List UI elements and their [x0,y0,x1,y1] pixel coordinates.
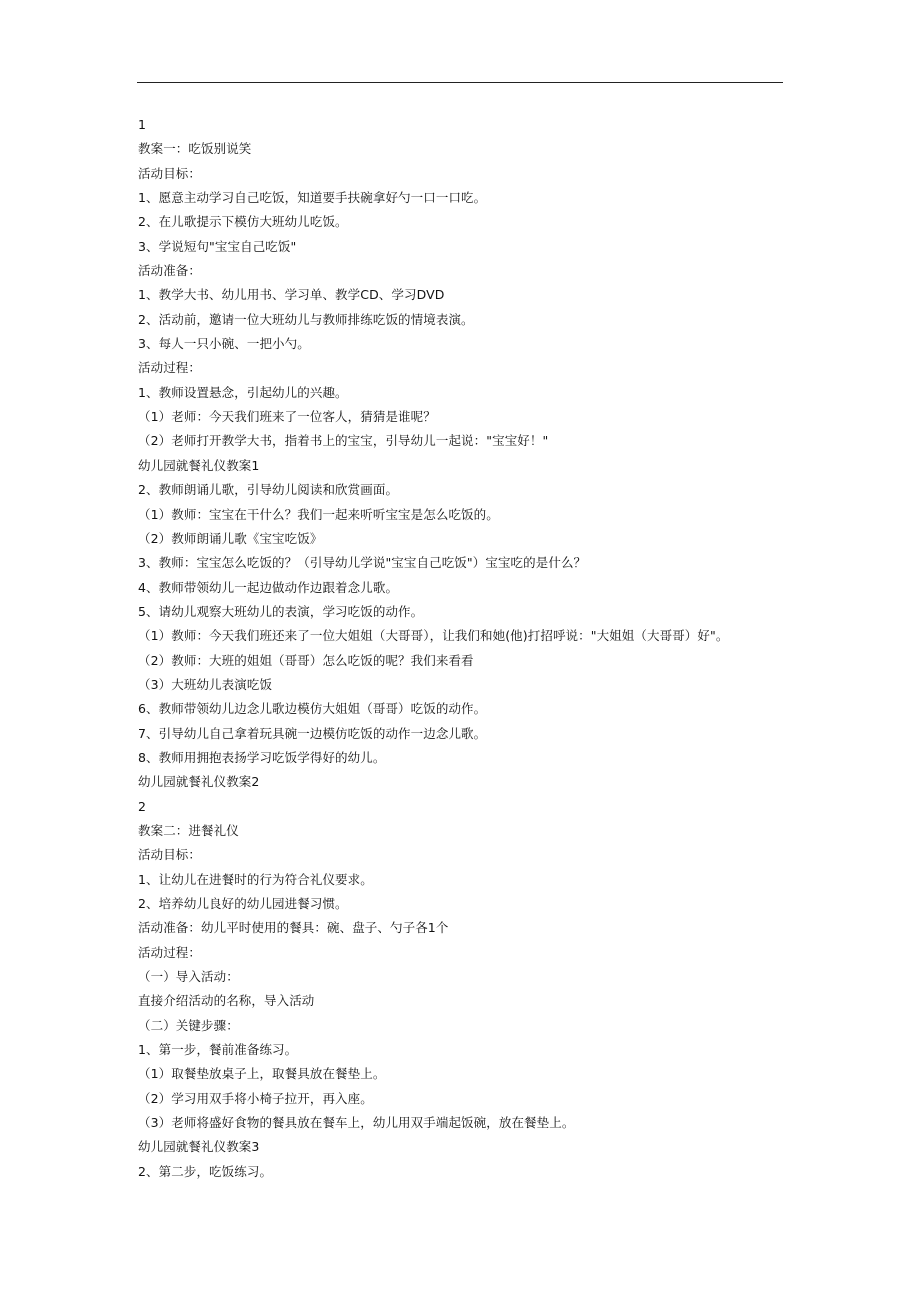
text-line: （1）老师：今天我们班来了一位客人，猜猜是谁呢？ [138,409,436,425]
text-line: 4、教师带领幼儿一起边做动作边跟着念儿歌。 [138,579,399,595]
text-line: 2 [138,798,147,814]
text-line: 3、每人一只小碗、一把小勺。 [138,336,310,352]
text-line: 8、教师用拥抱表扬学习吃饭学得好的幼儿。 [138,749,386,765]
text-line: （二）关键步骤： [138,1017,239,1033]
text-line: 1、第一步，餐前准备练习。 [138,1042,298,1058]
text-line: 幼儿园就餐礼仪教案3 [138,1139,260,1155]
text-line: （2）教师：大班的姐姐（哥哥）怎么吃饭的呢？我们来看看 [138,652,474,668]
text-line: 活动目标： [138,847,202,863]
text-line: 2、在儿歌提示下模仿大班幼儿吃饭。 [138,214,348,230]
text-line: 活动准备：幼儿平时使用的餐具：碗、盘子、勺子各1个 [138,920,449,936]
text-line: 2、活动前，邀请一位大班幼儿与教师排练吃饭的情境表演。 [138,311,474,327]
text-line: 3、学说短句"宝宝自己吃饭" [138,238,297,254]
text-line: 幼儿园就餐礼仪教案2 [138,774,260,790]
text-line: 教案一：吃饭别说笑 [138,141,252,157]
text-line: 活动目标： [138,165,202,181]
document-body [138,113,778,1184]
text-line: 教案二：进餐礼仪 [138,822,239,838]
text-line: （3）大班幼儿表演吃饭 [138,676,273,692]
text-line: （2）学习用双手将小椅子拉开，再入座。 [138,1090,373,1106]
text-line: 活动过程： [138,360,202,376]
text-line: 2、第二步，吃饭练习。 [138,1163,273,1179]
text-line: 5、请幼儿观察大班幼儿的表演，学习吃饭的动作。 [138,603,424,619]
text-line: （1）取餐垫放桌子上，取餐具放在餐垫上。 [138,1066,386,1082]
text-line: 1、教学大书、幼儿用书、学习单、教学CD、学习DVD [138,287,445,303]
text-line: （2）老师打开教学大书，指着书上的宝宝，引导幼儿一起说："宝宝好！" [138,433,549,449]
text-line: （3）老师将盛好食物的餐具放在餐车上，幼儿用双手端起饭碗，放在餐垫上。 [138,1115,575,1131]
text-line: 直接介绍活动的名称，导入活动 [138,993,315,1009]
text-line: 2、教师朗诵儿歌，引导幼儿阅读和欣赏画面。 [138,482,399,498]
text-line: 1、让幼儿在进餐时的行为符合礼仪要求。 [138,871,373,887]
text-line: 活动过程： [138,944,202,960]
text-line: 3、教师：宝宝怎么吃饭的？（引导幼儿学说"宝宝自己吃饭"）宝宝吃的是什么？ [138,555,587,571]
text-line: 1、教师设置悬念，引起幼儿的兴趣。 [138,384,348,400]
text-line: 1、愿意主动学习自己吃饭，知道要手扶碗拿好勺一口一口吃。 [138,190,487,206]
text-line: （1）教师：宝宝在干什么？我们一起来听听宝宝是怎么吃饭的。 [138,506,499,522]
text-line: 2、培养幼儿良好的幼儿园进餐习惯。 [138,896,348,911]
text-line: 幼儿园就餐礼仪教案1 [138,457,260,473]
text-line: （2）教师朗诵儿歌《宝宝吃饭》 [138,530,323,546]
text-line: 6、教师带领幼儿边念儿歌边模仿大姐姐（哥哥）吃饭的动作。 [138,701,487,717]
text-line: 活动准备： [138,263,202,279]
text-line: （一）导入活动： [138,969,239,985]
text-line: （1）教师：今天我们班还来了一位大姐姐（大哥哥），让我们和她(他)打招呼说："大姐姐（大哥哥）好"。 [138,628,729,644]
text-line: 7、引导幼儿自己拿着玩具碗一边模仿吃饭的动作一边念儿歌。 [138,725,487,741]
text-line: 1 [138,117,147,132]
header-rule [137,82,783,83]
